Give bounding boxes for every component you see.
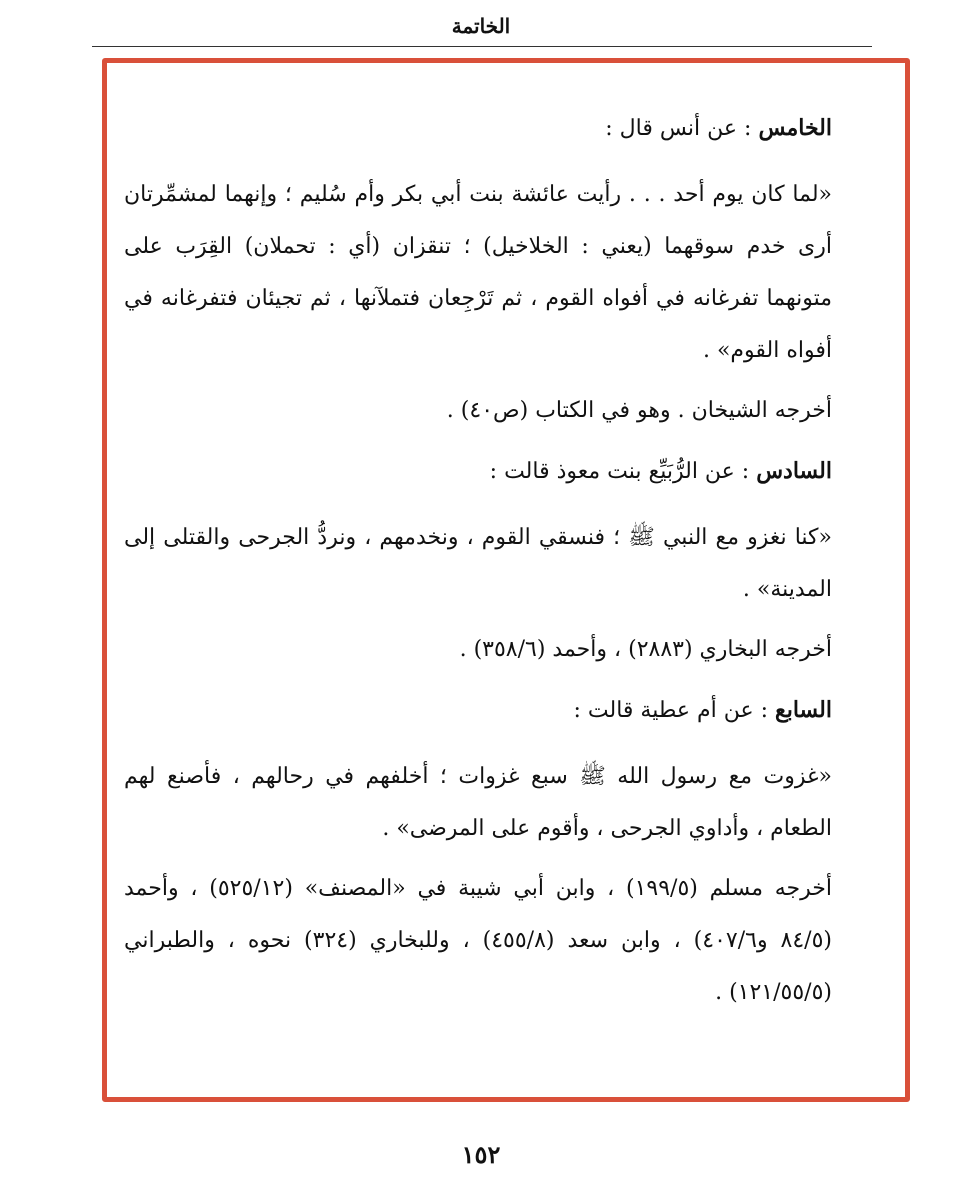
section-sixth-source: أخرجه البخاري (٢٨٨٣) ، وأحمد (٣٥٨/٦) . [459, 637, 832, 662]
section-seventh-heading [124, 684, 832, 737]
section-sixth-quote: «كنا نغزو مع النبي ﷺ ؛ فنسقي القوم ، ونخدمهم ، ونردُّ الجرحى والقتلى إلى المدينة» . [124, 525, 832, 602]
section-fifth-intro: : عن أنس قال : [605, 116, 752, 141]
section-seventh-quote: «غزوت مع رسول الله ﷺ سبع غزوات ؛ أخلفهم في رحالهم ، فأصنع لهم الطعام ، وأداوي الجرحى ، وأقوم على المرضى» . [124, 764, 832, 841]
page-body [124, 102, 832, 1027]
section-seventh-source: أخرجه مسلم (١٩٩/٥) ، وابن أبي شيبة في «المصنف» (٥٢٥/١٢) ، وأحمد (٨٤/٥ و٤٠٧/٦) ، وابن سعد (٤٥٥/٨) ، وللبخاري (٣٢٤) نحوه ، والطبراني (١٢١/٥٥/٥) . [124, 876, 833, 1005]
section-fifth-quote: «لما كان يوم أحد . . . رأيت عائشة بنت أبي بكر وأم سُليم ؛ وإنهما لمشمِّرتان أرى خدم سوقهما (يعني : الخلاخيل) ؛ تنقزان (أي : تحملان) القِرَب على متونهما تفرغانه في أفواه القوم ، ثم تَرْجِعان فتملآنها ، ثم تجيئان فتفرغانه في أفواه القوم» . [124, 182, 832, 363]
section-sixth-heading [124, 445, 832, 498]
section-seventh-intro: : عن أم عطية قالت : [573, 698, 769, 723]
section-fifth-source: أخرجه الشيخان . وهو في الكتاب (ص٤٠) . [446, 398, 832, 423]
section-sixth-label: السادس [756, 458, 832, 484]
section-fifth-heading [124, 102, 832, 155]
running-title: الخاتمة [451, 14, 511, 38]
section-sixth-intro: : عن الرُّبَيِّع بنت معوذ قالت : [489, 459, 750, 484]
header-rule [92, 46, 872, 47]
section-seventh-label: السابع [775, 697, 832, 723]
section-fifth-label: الخامس [758, 115, 832, 141]
page-number: ١٥٢ [461, 1140, 501, 1169]
